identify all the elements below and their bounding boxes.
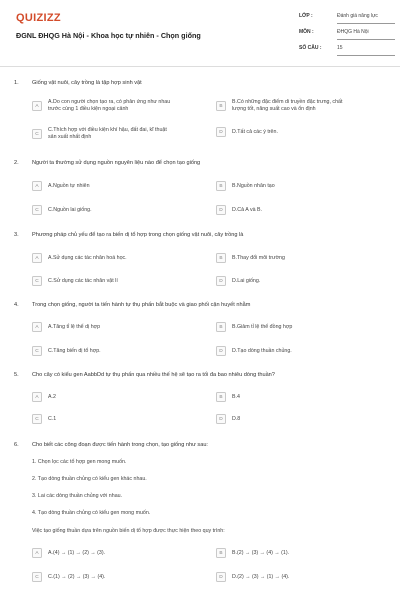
header-divider	[0, 66, 400, 67]
option-b[interactable]	[216, 392, 240, 402]
option-letter: A	[32, 322, 42, 332]
meta-label: SỐ CÂU :	[299, 45, 322, 51]
option-a[interactable]	[32, 548, 105, 558]
option-c[interactable]	[32, 276, 118, 286]
option-d[interactable]	[216, 346, 292, 356]
option-letter: A	[32, 548, 42, 558]
meta-value: ĐHQG Hà Nội	[337, 29, 395, 40]
option-text: D.(2) → (3) → (1) → (4).	[232, 573, 290, 580]
option-letter: D	[216, 414, 226, 424]
option-text: A.Nguồn tự nhiên	[48, 182, 90, 189]
option-letter: D	[216, 127, 226, 137]
option-text: B.Thay đổi môi trường	[232, 254, 285, 261]
option-b[interactable]	[216, 99, 342, 113]
option-c[interactable]	[32, 127, 167, 141]
meta-row-question-count	[299, 45, 395, 61]
option-text: D.Tạo dòng thuần chủng.	[232, 347, 292, 354]
option-letter: B	[216, 253, 226, 263]
option-c[interactable]	[32, 414, 56, 424]
option-d[interactable]	[216, 127, 278, 137]
option-text: A.Sử dụng các tác nhân hoá học.	[48, 254, 127, 261]
option-letter: B	[216, 392, 226, 402]
option-text: C.Sử dụng các tác nhân vật lí	[48, 277, 118, 284]
option-letter: B	[216, 181, 226, 191]
option-text: A.Tăng tỉ lệ thể dị hợp	[48, 323, 101, 330]
meta-label: MÔN :	[299, 29, 314, 35]
option-text: B.(2) → (3) → (4) → (1).	[232, 549, 290, 556]
option-text: D.8	[232, 415, 241, 422]
option-a[interactable]	[32, 253, 127, 263]
option-letter: B	[216, 548, 226, 558]
worksheet-meta	[299, 13, 395, 61]
question-number: 6.	[14, 442, 19, 448]
option-text: D.Lai giống.	[232, 277, 261, 284]
option-text: D.Cả A và B.	[232, 206, 263, 213]
option-text: C.Tăng biến dị tổ hợp.	[48, 347, 101, 354]
quizizz-logo: QUIZIZZ	[16, 12, 61, 24]
option-text: B.Giảm tỉ lệ thể đồng hợp	[232, 323, 293, 330]
question-prompt: Việc tạo giống thuần dựa trên nguồn biến dị tổ hợp được thực hiện theo quy trình:	[32, 528, 225, 534]
option-text: C.(1) → (2) → (3) → (4).	[48, 573, 106, 580]
option-letter: A	[32, 253, 42, 263]
question-text: Trong chọn giống, người ta tiến hành tự thụ phấn bắt buộc và giao phối cận huyết nhằm	[32, 302, 251, 308]
option-letter: D	[216, 346, 226, 356]
option-letter: A	[32, 101, 42, 111]
option-letter: B	[216, 101, 226, 111]
option-letter: D	[216, 572, 226, 582]
option-letter: D	[216, 276, 226, 286]
option-letter: C	[32, 205, 42, 215]
question-text: Cho cây có kiểu gen AabbDd tự thụ phấn qua nhiều thế hệ sẽ tạo ra tối đa bao nhiêu dòng thuần?	[32, 372, 275, 378]
option-text: A.(4) → (1) → (2) → (3).	[48, 549, 106, 556]
option-d[interactable]	[216, 572, 289, 582]
option-d[interactable]	[216, 414, 240, 424]
option-text: B.Nguồn nhân tạo	[232, 182, 275, 189]
meta-label: LỚP :	[299, 13, 313, 19]
question-step: 1. Chọn lọc các tổ hợp gen mong muốn.	[32, 459, 127, 465]
option-a[interactable]	[32, 99, 170, 113]
option-a[interactable]	[32, 392, 56, 402]
option-letter: A	[32, 392, 42, 402]
option-text: C.Nguồn lai giống.	[48, 206, 92, 213]
option-letter: A	[32, 181, 42, 191]
question-number: 5.	[14, 372, 19, 378]
option-text: B.4	[232, 393, 240, 400]
option-text: C.Thích hợp với điều kiện khí hậu, đất đai, kĩ thuật sản xuất nhất định	[48, 127, 167, 140]
option-c[interactable]	[32, 572, 105, 582]
option-b[interactable]	[216, 548, 289, 558]
option-letter: C	[32, 414, 42, 424]
option-text: C.1	[48, 415, 57, 422]
meta-row-subject	[299, 29, 395, 45]
meta-row-class	[299, 13, 395, 29]
option-b[interactable]	[216, 253, 285, 263]
option-c[interactable]	[32, 205, 92, 215]
meta-value: 15	[337, 45, 395, 56]
question-text: Cho biết các công đoạn được tiến hành trong chọn, tạo giống như sau:	[32, 442, 208, 448]
question-step: 3. Lai các dòng thuần chủng với nhau.	[32, 493, 123, 499]
option-b[interactable]	[216, 181, 275, 191]
option-text: D.Tất cả các ý trên.	[232, 128, 278, 135]
question-number: 3.	[14, 232, 19, 238]
option-b[interactable]	[216, 322, 292, 332]
option-letter: C	[32, 572, 42, 582]
question-step: 2. Tạo dòng thuần chủng có kiểu gen khác nhau.	[32, 476, 147, 482]
option-a[interactable]	[32, 181, 90, 191]
option-a[interactable]	[32, 322, 100, 332]
question-text: Giống vật nuôi, cây trồng là tập hợp sinh vật	[32, 80, 142, 86]
worksheet-header	[0, 0, 400, 66]
option-letter: C	[32, 276, 42, 286]
option-text: A.Do con người chọn tạo ra, có phản ứng như nhau trước cùng 1 điều kiện ngoại cảnh	[48, 99, 171, 112]
question-text: Phương pháp chủ yếu để tạo ra biến dị tổ hợp trong chọn giống vật nuôi, cây trồng là	[32, 232, 244, 238]
option-d[interactable]	[216, 276, 260, 286]
option-letter: D	[216, 205, 226, 215]
question-step: 4. Tạo dòng thuần chủng có kiểu gen mong muốn.	[32, 510, 151, 516]
option-c[interactable]	[32, 346, 101, 356]
worksheet-title: ĐGNL ĐHQG Hà Nội - Khoa học tự nhiên - Chọn giống	[16, 31, 201, 40]
option-letter: C	[32, 346, 42, 356]
option-d[interactable]	[216, 205, 262, 215]
question-text: Người ta thường sử dụng nguồn nguyên liệu nào để chọn tạo giống	[32, 160, 201, 166]
question-number: 4.	[14, 302, 19, 308]
option-text: B.Có những đặc điểm di truyền đặc trưng, chất lượng tốt, năng suất cao và ổn định	[232, 99, 343, 112]
meta-value: Đánh giá năng lực	[337, 13, 395, 24]
option-letter: C	[32, 129, 42, 139]
question-number: 2.	[14, 160, 19, 166]
option-letter: B	[216, 322, 226, 332]
option-text: A.2	[48, 393, 56, 400]
question-number: 1.	[14, 80, 19, 86]
